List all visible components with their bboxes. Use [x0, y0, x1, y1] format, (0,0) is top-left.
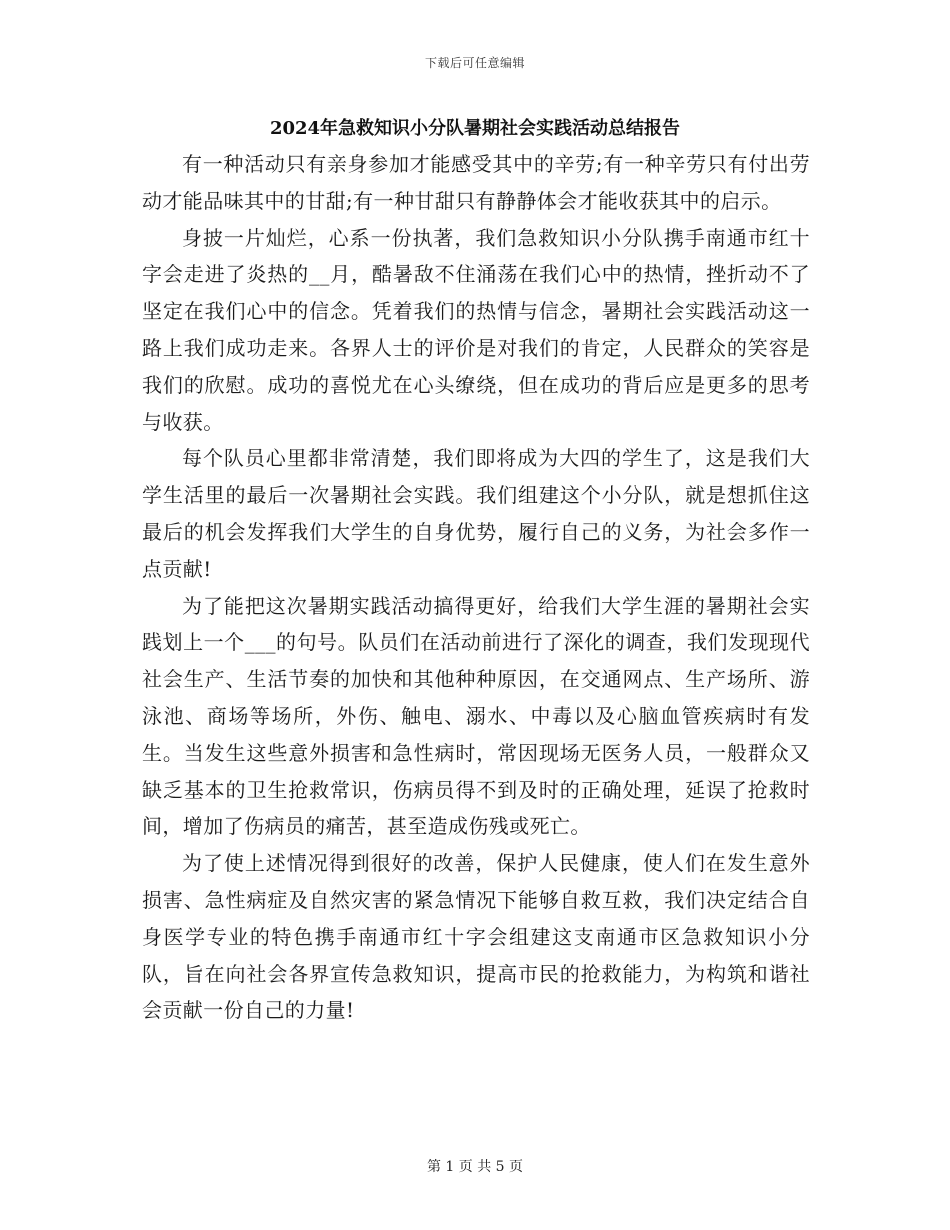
document-body: [142, 146, 810, 1029]
page-number: 第 1 页 共 5 页: [426, 1159, 524, 1175]
document-title: 2024年急救知识小分队暑期社会实践活动总结报告: [269, 118, 681, 139]
paragraph-4: 为了能把这次暑期实践活动搞得更好，给我们大学生涯的暑期社会实践划上一个___的句号。队员们在活动前进行了深化的调查，我们发现现代社会生产、生活节奏的加快和其他种种原因，在交通网点、生产场所、游泳池、商场等场所，外伤、触电、溺水、中毒以及心脑血管疾病时有发生。当发生这些意外损害和急性病时，常因现场无医务人员，一般群众又缺乏基本的卫生抢救常识，伤病员得不到及时的正确处理，延误了抢救时间，增加了伤病员的痛苦，甚至造成伤残或死亡。: [142, 593, 810, 839]
header-note: 下载后可任意编辑: [424, 56, 525, 70]
paragraph-5: 为了使上述情况得到很好的改善，保护人民健康，使人们在发生意外损害、急性病症及自然灾害的紧急情况下能够自救互救，我们决定结合自身医学专业的特色携手南通市红十字会组建这支南通市区急救知识小分队，旨在向社会各界宣传急救知识，提高市民的抢救能力，为构筑和谐社会贡献一份自己的力量!: [142, 851, 810, 1023]
paragraph-3: 每个队员心里都非常清楚，我们即将成为大四的学生了，这是我们大学生活里的最后一次暑期社会实践。我们组建这个小分队，就是想抓住这最后的机会发挥我们大学生的自身优势，履行自己的义务，为社会多作一点贡献!: [142, 446, 810, 581]
paragraph-1: 有一种活动只有亲身参加才能感受其中的辛劳;有一种辛劳只有付出劳动才能品味其中的甘甜;有一种甘甜只有静静体会才能收获其中的启示。: [142, 152, 810, 213]
paragraph-2: 身披一片灿烂，心系一份执著，我们急救知识小分队携手南通市红十字会走进了炎热的__月，酷暑敌不住涌荡在我们心中的热情，挫折动不了坚定在我们心中的信念。凭着我们的热情与信念，暑期社会实践活动这一路上我们成功走来。各界人士的评价是对我们的肯定，人民群众的笑容是我们的欣慰。成功的喜悦尤在心头缭绕，但在成功的背后应是更多的思考与收获。: [142, 225, 810, 434]
